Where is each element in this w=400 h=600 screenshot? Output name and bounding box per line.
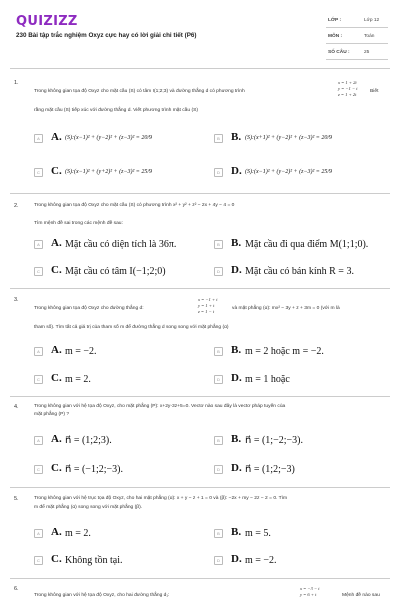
question-number: 4. [14,404,19,410]
line-system: x = 1 + 2t y = −1 − t z = 1 + 2t [338,80,358,98]
question-text-cont: và mặt phẳng (α): mx² − 3y + z + 3m = 0 (với m là [232,306,340,311]
question-text-cont: Biết [370,89,379,94]
meta-class [326,14,388,28]
meta-count [326,46,388,60]
question-text: Trong không gian với hệ tọa độ Oxyz, cho hai đường thẳng d₁: [34,593,170,598]
option-b[interactable]: B B. m = 2 hoặc m = −2. [214,345,374,359]
question-text: Trong không gian với hệ trục tọa độ Oxyz, cho hai mặt phẳng (α): x + y − z + 1 = 0 và (β): −2x + my − 2z − 2 = 0. Tìm [34,496,288,501]
question-text-2: m để mặt phẳng (α) song song với mặt phẳng (β). [34,505,143,510]
meta-subject-value: Toán [364,34,375,39]
question-divider [10,487,390,488]
meta-class-label: LỚP : [328,18,342,23]
document-title: 230 Bài tập trắc nghiệm Oxyz cực hay có lời giải chi tiết (P6) [16,32,197,39]
option-d[interactable]: D D. n⃗ = (1;2;−3) [214,463,374,477]
option-c[interactable]: C C. (S):(x−1)² + (y+2)² + (z−3)² = 25/9 [34,166,194,180]
option-c[interactable]: C C. n⃗ = (−1;2;−3). [34,463,194,477]
option-a[interactable]: A A. n⃗ = (1;2;3). [34,434,194,448]
option-c[interactable]: C C. Mặt cầu có tâm I(−1;2;0) [34,265,194,279]
option-b[interactable]: B B. (S):(x+1)² + (y−2)² + (z−3)² = 20/9 [214,132,374,146]
option-c[interactable]: C C. m = 2. [34,373,194,387]
question-text-cont: Mệnh đề nào sau [342,593,380,598]
question-number: 5. [14,496,19,502]
question-text-2: rằng mặt cầu (S) tiếp xúc với đường thẳng d. Viết phương trình mặt cầu (S) [34,108,198,113]
line-system: x = −3 − t y = 6 + t [300,586,320,598]
option-c[interactable]: C C. Không tồn tại. [34,554,194,568]
option-a[interactable]: A A. m = −2. [34,345,194,359]
question-number: 6. [14,586,19,592]
header-divider [10,68,390,69]
page-header [0,0,400,62]
meta-subject [326,30,388,44]
option-a[interactable]: A A. m = 2. [34,527,194,541]
question-divider [10,193,390,194]
question-number: 2. [14,203,19,209]
question-text-2: mặt phẳng (P) ? [34,412,70,417]
option-d[interactable]: D D. Mặt cầu có bán kính R = 3. [214,265,374,279]
option-d[interactable]: D D. (S):(x−1)² + (y−2)² + (z−3)² = 25/9 [214,166,374,180]
question-number: 3. [14,297,19,303]
question-number: 1. [14,80,19,86]
option-d[interactable]: D D. m = 1 hoặc [214,373,374,387]
question-divider [10,288,390,289]
option-b[interactable]: B B. n⃗ = (1;−2;−3). [214,434,374,448]
question-text-2: tham số). Tìm tất cả giá trị của tham số m để đường thẳng d song song với mặt phẳng (α) [34,325,229,330]
option-b[interactable]: B B. m = 5. [214,527,374,541]
meta-count-label: SỐ CÂU : [328,50,350,55]
question-text: Trong không gian với hệ tọa độ Oxyz, cho mặt phẳng (P): x+2y-3z+5=0. Vectơ nào sau đây là vectơ pháp tuyến của [34,404,286,409]
question-divider [10,396,390,397]
question-text: Trong không gian tọa độ Oxyz cho mặt cầu (S) có phương trình x² + y² + z² − 2x + 4y − 4 = 0 [34,203,235,208]
option-b[interactable]: B B. Mặt cầu đi qua điểm M(1;1;0). [214,238,374,252]
meta-subject-label: MÔN : [328,34,343,39]
option-d[interactable]: D D. m = −2. [214,554,374,568]
meta-count-value: 25 [364,50,370,55]
question-text: Trong không gian tọa độ Oxyz cho đường thẳng d: [34,306,144,311]
question-divider [10,578,390,579]
option-a[interactable]: A A. (S):(x−1)² + (y−2)² + (z−3)² = 20/9 [34,132,194,146]
line-system: x = −1 + t y = 1 + t z = 1 − t [198,297,218,315]
question-text-2: Tìm mệnh đề sai trong các mệnh đề sau: [34,221,123,226]
meta-class-value: Lớp 12 [364,18,380,23]
option-a[interactable]: A A. Mặt cầu có diện tích là 36π. [34,238,194,252]
quizizz-logo: QUIZIZZ [16,14,78,29]
question-text: Trong không gian tọa độ Oxyz cho mặt cầu (S) có tâm I(1;2;3) và đường thẳng d có phương trình [34,89,245,94]
